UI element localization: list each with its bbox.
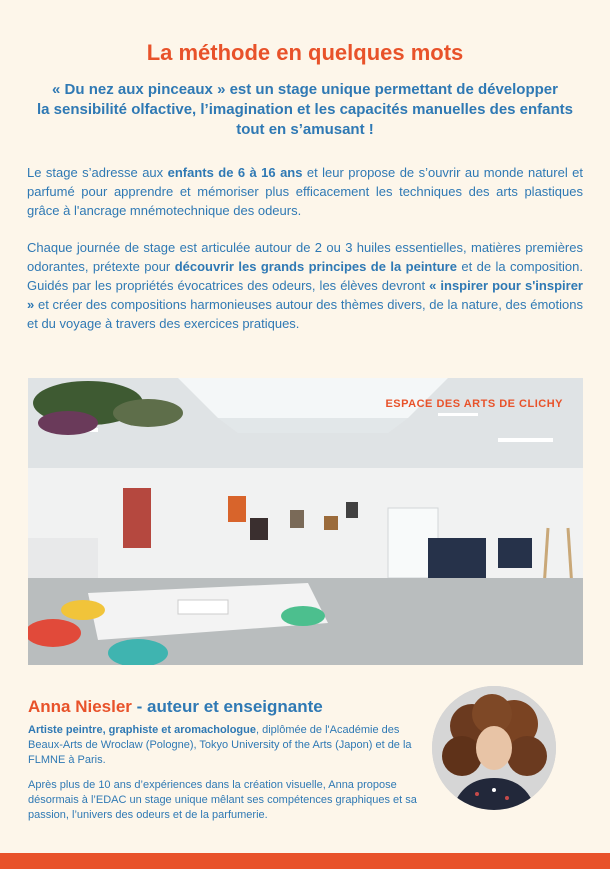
author-bio-credentials <box>28 723 423 768</box>
paragraph-method-text-b: et de la composition. Guidés par les propriétés évocatrices des odeurs, les élèves devront <box>27 259 584 293</box>
intro-line-3: tout en s’amusant ! <box>236 121 374 138</box>
paragraph-audience <box>27 163 583 220</box>
author-role: - auteur et enseignante <box>131 697 323 716</box>
paragraph-audience-text-b: et leur propose de s’ouvrir au monde naturel et parfumé pour apprendre et mémoriser plus efficacement les techniques des arts plastiques grâce à l'ancrage mnémotechnique des odeurs. <box>27 165 583 218</box>
author-name: Anna Niesler <box>28 697 132 716</box>
author-bio-experience: Après plus de 10 ans d’expériences dans la création visuelle, Anna propose désormais à l’EDAC un stage unique mêlant ses compétences graphiques et sa passion, l’univers des odeurs et de la parfumerie. <box>28 779 417 821</box>
intro-line-1: « Du nez aux pinceaux » est un stage unique permettant de développer <box>52 81 558 98</box>
paragraph-audience-text-a: Le stage s’adresse aux <box>27 165 168 180</box>
paragraph-method-text-c: et créer des compositions harmonieuses autour des thèmes divers, de la nature, des émotions et du voyage à travers des exercices pratiques. <box>27 297 583 331</box>
author-bio-education: , diplômée de l'Académie des Beaux-Arts de Wroclaw (Pologne), Tokyo University of the Arts (Japon) et de la FLMNE à Paris. <box>28 724 412 766</box>
studio-photo-illustration <box>28 378 583 665</box>
footer-bar <box>0 853 610 869</box>
intro-text <box>20 80 590 140</box>
author-portrait-illustration <box>432 686 556 810</box>
paragraph-audience-age-range: enfants de 6 à 16 ans <box>167 165 303 180</box>
paragraph-method-bold-a: découvrir les grands principes de la peinture <box>174 259 457 274</box>
paragraph-method-bold-b: « inspirer pour s'inspirer » <box>27 278 583 312</box>
studio-photo <box>28 378 583 665</box>
intro-line-2: la sensibilité olfactive, l’imagination et les capacités manuelles des enfants <box>36 101 574 118</box>
author-bio-titles: Artiste peintre, graphiste et aromachologue <box>28 724 256 736</box>
photo-location-label: ESPACE DES ARTS DE CLICHY <box>385 398 563 410</box>
paragraph-method-text-a: Chaque journée de stage est articulée autour de 2 ou 3 huiles essentielles, matières premières odorantes, prétexte pour <box>27 240 583 274</box>
author-portrait <box>432 686 556 810</box>
paragraph-method <box>27 238 583 333</box>
author-heading <box>28 697 323 717</box>
page-title: La méthode en quelques mots <box>146 40 464 65</box>
